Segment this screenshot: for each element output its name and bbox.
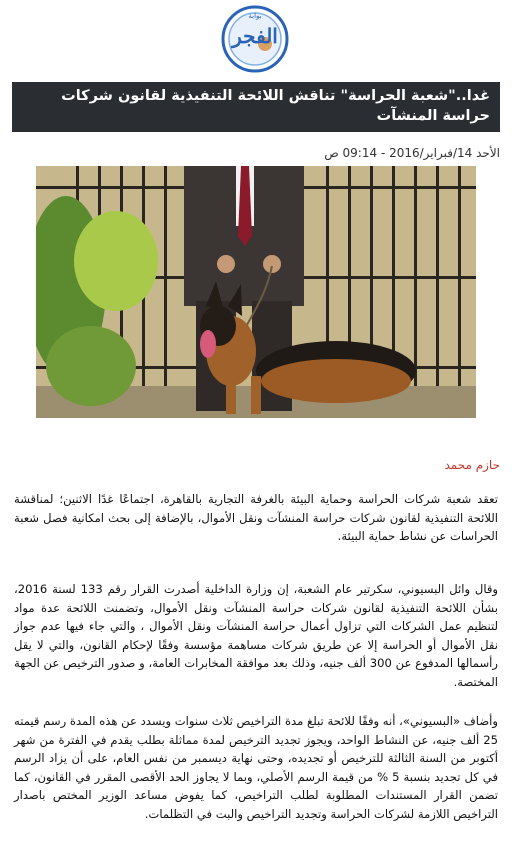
article-title[interactable]: غدا.."شعبة الحراسة" تناقش اللائحة التنفيذية لقانون شركات حراسة المنشآت [61,88,490,124]
site-logo[interactable] [221,4,289,74]
article-paragraph-1: تعقد شعبة شركات الحراسة وحماية البيئة بالغرفة التجارية بالقاهرة، اجتماعًا غدًا الاثنين؛ لمناقشة اللائحة التنفيذية لقانون شركات حراسة المنشآت ونقل الأموال، بالإضافة إلى بحث امكانية فصل شعبة الحراسات عن نشاط حماية البيئة. [14,492,498,543]
logo-small-text: بوابة [248,12,262,20]
article-photo [36,166,476,418]
article-author[interactable]: حازم محمد [444,458,500,472]
article-date: الأحد 14/فبراير/2016 - 09:14 ص [324,146,500,160]
logo-main-text: الفجر [232,24,278,48]
article-title-bar [12,82,500,132]
article-paragraph-2: وقال وائل البسيوني، سكرتير عام الشعبة، إن وزارة الداخلية أصدرت القرار رقم 133 لسنة 2016، بشأن اللائحة التنفيذية لقانون شركات حراسة المنشآت ونقل الأموال، وتضمنت اللائحة عدة مواد لتنظيم عمل الشركات التي تزاول أعمال حراسة المنشآت ونقل الأموال ، والتي جاء فيها عدم جواز نقل الأموال أو الحراسة إلا عن طريق شركات مساهمة مؤسسة وفقًا لإحكام القانون، والتي لا يقل رأسمالها المدفوع عن 300 ألف جنيه، وذلك بعد موافقة المخابرات العامة، و صدور الترخيص عن الجهة المختصة. [14,582,498,689]
guard-dog-photo-illustration [36,166,476,418]
article-paragraph-3: وأضاف «البسيوني»، أنه وفقًا للائحة تبلغ مدة التراخيص ثلاث سنوات ويسدد عن هذه المدة رسم قيمته 25 ألف جنيه، عن النشاط الواحد، ويجوز تجديد الترخيص لمدة مماثلة بطلب يقدم في الفترة من شهر أكتوبر من السنة الثالثة للترخيص أو تجديده، وحتى نهاية ديسمبر من نفس العام، على أن يزاد الرسم في كل تجديد بنسبة 5 % من قيمة الرسم الأصلي، وبما لا يجاوز الحد الأقصى المقرر في القانون، كما تضمن القرار المستندات المطلوبة لطلب التراخيص، كما يفوض مساعد الوزير المختص باصدار التراخيص اللازمة لشركات الحراسة وتجديد التراخيص والبت في التظلمات. [14,714,499,821]
